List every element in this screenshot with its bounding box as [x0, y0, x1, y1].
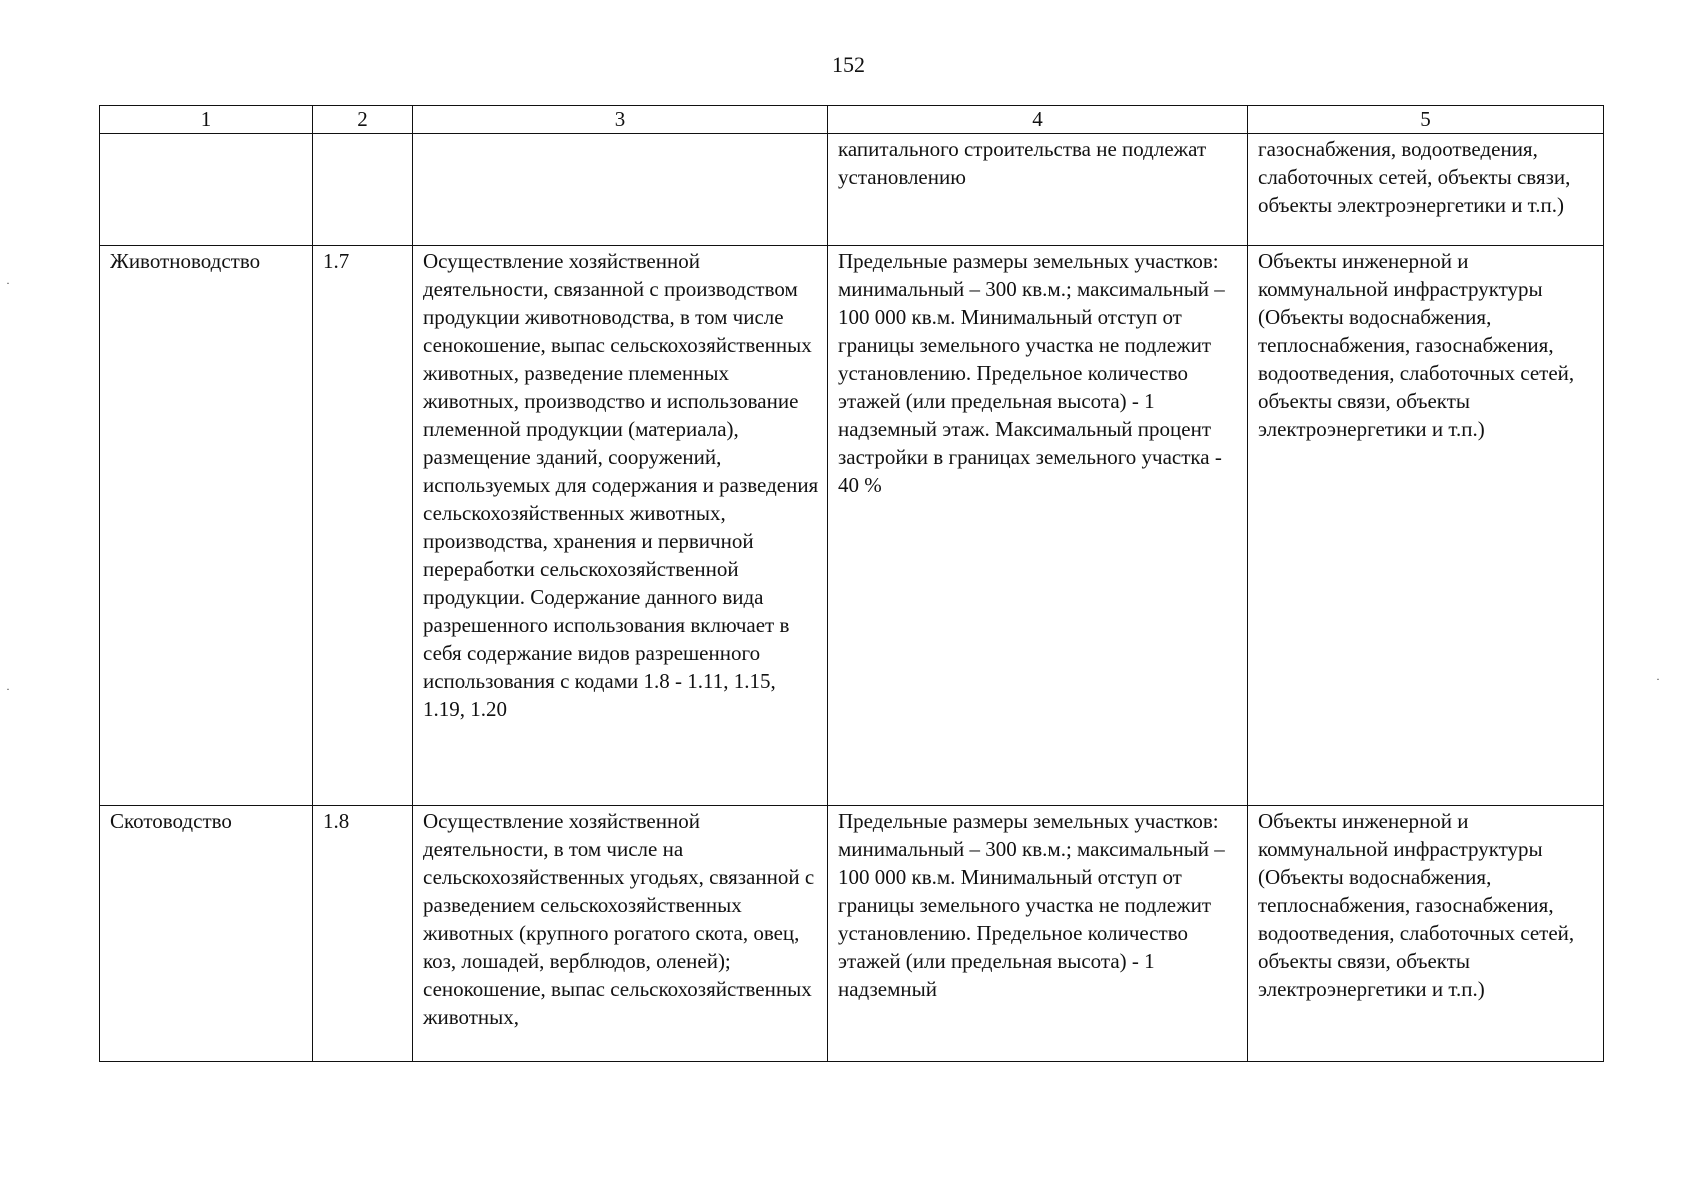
cell-infrastructure: газоснабжения, водоотведения, слаботочных сетей, объекты связи, объекты электроэнергетики и т.п.): [1248, 134, 1604, 246]
cell-code: [313, 134, 413, 246]
table-row: [100, 134, 1604, 246]
table-row: [100, 806, 1604, 1062]
column-header-5: 5: [1248, 106, 1604, 134]
page-number: 152: [832, 52, 865, 77]
cell-code: 1.8: [313, 806, 413, 1062]
column-header-3: 3: [413, 106, 828, 134]
scan-dot: ·: [6, 276, 10, 290]
cell-parameters: Предельные размеры земельных участков: минимальный – 300 кв.м.; максимальный – 100 000 кв.м. Минимальный отступ от границы земельного участка не подлежит установлению. Предельное количество этажей (или предельная высота) - 1 надземный этаж. Максимальный процент застройки в границах земельного участка - 40 %: [828, 246, 1248, 806]
scan-dot: ·: [1656, 672, 1660, 686]
cell-parameters: капитального строительства не подлежат установлению: [828, 134, 1248, 246]
cell-use-name: Скотоводство: [100, 806, 313, 1062]
cell-infrastructure: Объекты инженерной и коммунальной инфраструктуры (Объекты водоснабжения, теплоснабжения, газоснабжения, водоотведения, слаботочных сетей, объекты связи, объекты электроэнергетики и т.п.): [1248, 246, 1604, 806]
cell-description: Осуществление хозяйственной деятельности, связанной с производством продукции животноводства, в том числе сенокошение, выпас сельскохозяйственных животных, разведение племенных животных, производство и использование племенной продукции (материала), размещение зданий, сооружений, используемых для содержания и разведения сельскохозяйственных животных, производства, хранения и первичной переработки сельскохозяйственной продукции. Содержание данного вида разрешенного использования включает в себя содержание видов разрешенного использования с кодами 1.8 - 1.11, 1.15, 1.19, 1.20: [413, 246, 828, 806]
cell-use-name: Животноводство: [100, 246, 313, 806]
column-header-2: 2: [313, 106, 413, 134]
cell-description: Осуществление хозяйственной деятельности, в том числе на сельскохозяйственных угодьях, связанной с разведением сельскохозяйственных животных (крупного рогатого скота, овец, коз, лошадей, верблюдов, оленей); сенокошение, выпас сельскохозяйственных животных,: [413, 806, 828, 1062]
cell-use-name: [100, 134, 313, 246]
scan-dot: ·: [6, 682, 10, 696]
column-header-1: 1: [100, 106, 313, 134]
column-header-4: 4: [828, 106, 1248, 134]
table-header-row: [100, 106, 1604, 134]
table-row: [100, 246, 1604, 806]
cell-parameters: Предельные размеры земельных участков: минимальный – 300 кв.м.; максимальный – 100 000 кв.м. Минимальный отступ от границы земельного участка не подлежит установлению. Предельное количество этажей (или предельная высота) - 1 надземный: [828, 806, 1248, 1062]
land-use-table: [99, 105, 1604, 1062]
cell-infrastructure: Объекты инженерной и коммунальной инфраструктуры (Объекты водоснабжения, теплоснабжения, газоснабжения, водоотведения, слаботочных сетей, объекты связи, объекты электроэнергетики и т.п.): [1248, 806, 1604, 1062]
cell-description: [413, 134, 828, 246]
cell-code: 1.7: [313, 246, 413, 806]
